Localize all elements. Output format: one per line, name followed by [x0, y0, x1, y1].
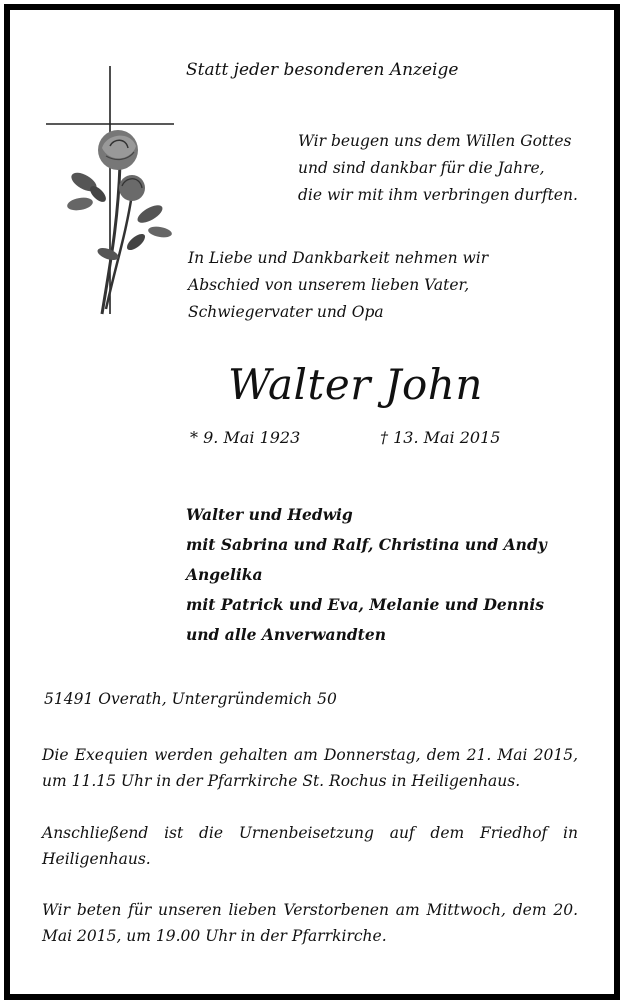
quote-line: und sind dankbar für die Jahre, [298, 159, 545, 177]
family-line: und alle Anverwandten [186, 625, 386, 644]
intro-line: Schwiegervater und Opa [188, 303, 384, 321]
quote-line: Wir beugen uns dem Willen Gottes [298, 132, 572, 150]
family-line: mit Patrick und Eva, Melanie und Dennis [186, 595, 544, 614]
family-line: mit Sabrina und Ralf, Christina und Andy [186, 535, 547, 554]
quote-block [298, 128, 578, 209]
deceased-name: Walter John [228, 360, 483, 409]
cross-rose-icon [40, 64, 180, 324]
quote-line: die wir mit ihm verbringen durften. [298, 186, 578, 204]
prayer-paragraph: Wir beten für unseren lieben Verstorbenen am Mittwoch, dem 20. Mai 2015, um 19.00 Uhr in der Pfarrkirche. [42, 901, 578, 945]
header-line: Statt jeder besonderen Anzeige [186, 60, 459, 80]
address-line: 51491 Overath, Untergründemich 50 [44, 690, 337, 708]
burial-paragraph: Anschließend ist die Urnenbeisetzung auf dem Friedhof in Heiligenhaus. [42, 824, 578, 868]
family-line: Angelika [186, 565, 263, 584]
family-block [186, 500, 547, 650]
intro-block [188, 245, 488, 326]
birth-date: * 9. Mai 1923 [190, 428, 301, 447]
death-date: † 13. Mai 2015 [380, 428, 501, 447]
intro-line: Abschied von unserem lieben Vater, [188, 276, 470, 294]
intro-line: In Liebe und Dankbarkeit nehmen wir [188, 249, 489, 267]
service-paragraph: Die Exequien werden gehalten am Donnerstag, dem 21. Mai 2015, um 11.15 Uhr in der Pfarrkirche St. Rochus in Heiligenhaus. [42, 746, 578, 790]
family-line: Walter und Hedwig [186, 505, 353, 524]
